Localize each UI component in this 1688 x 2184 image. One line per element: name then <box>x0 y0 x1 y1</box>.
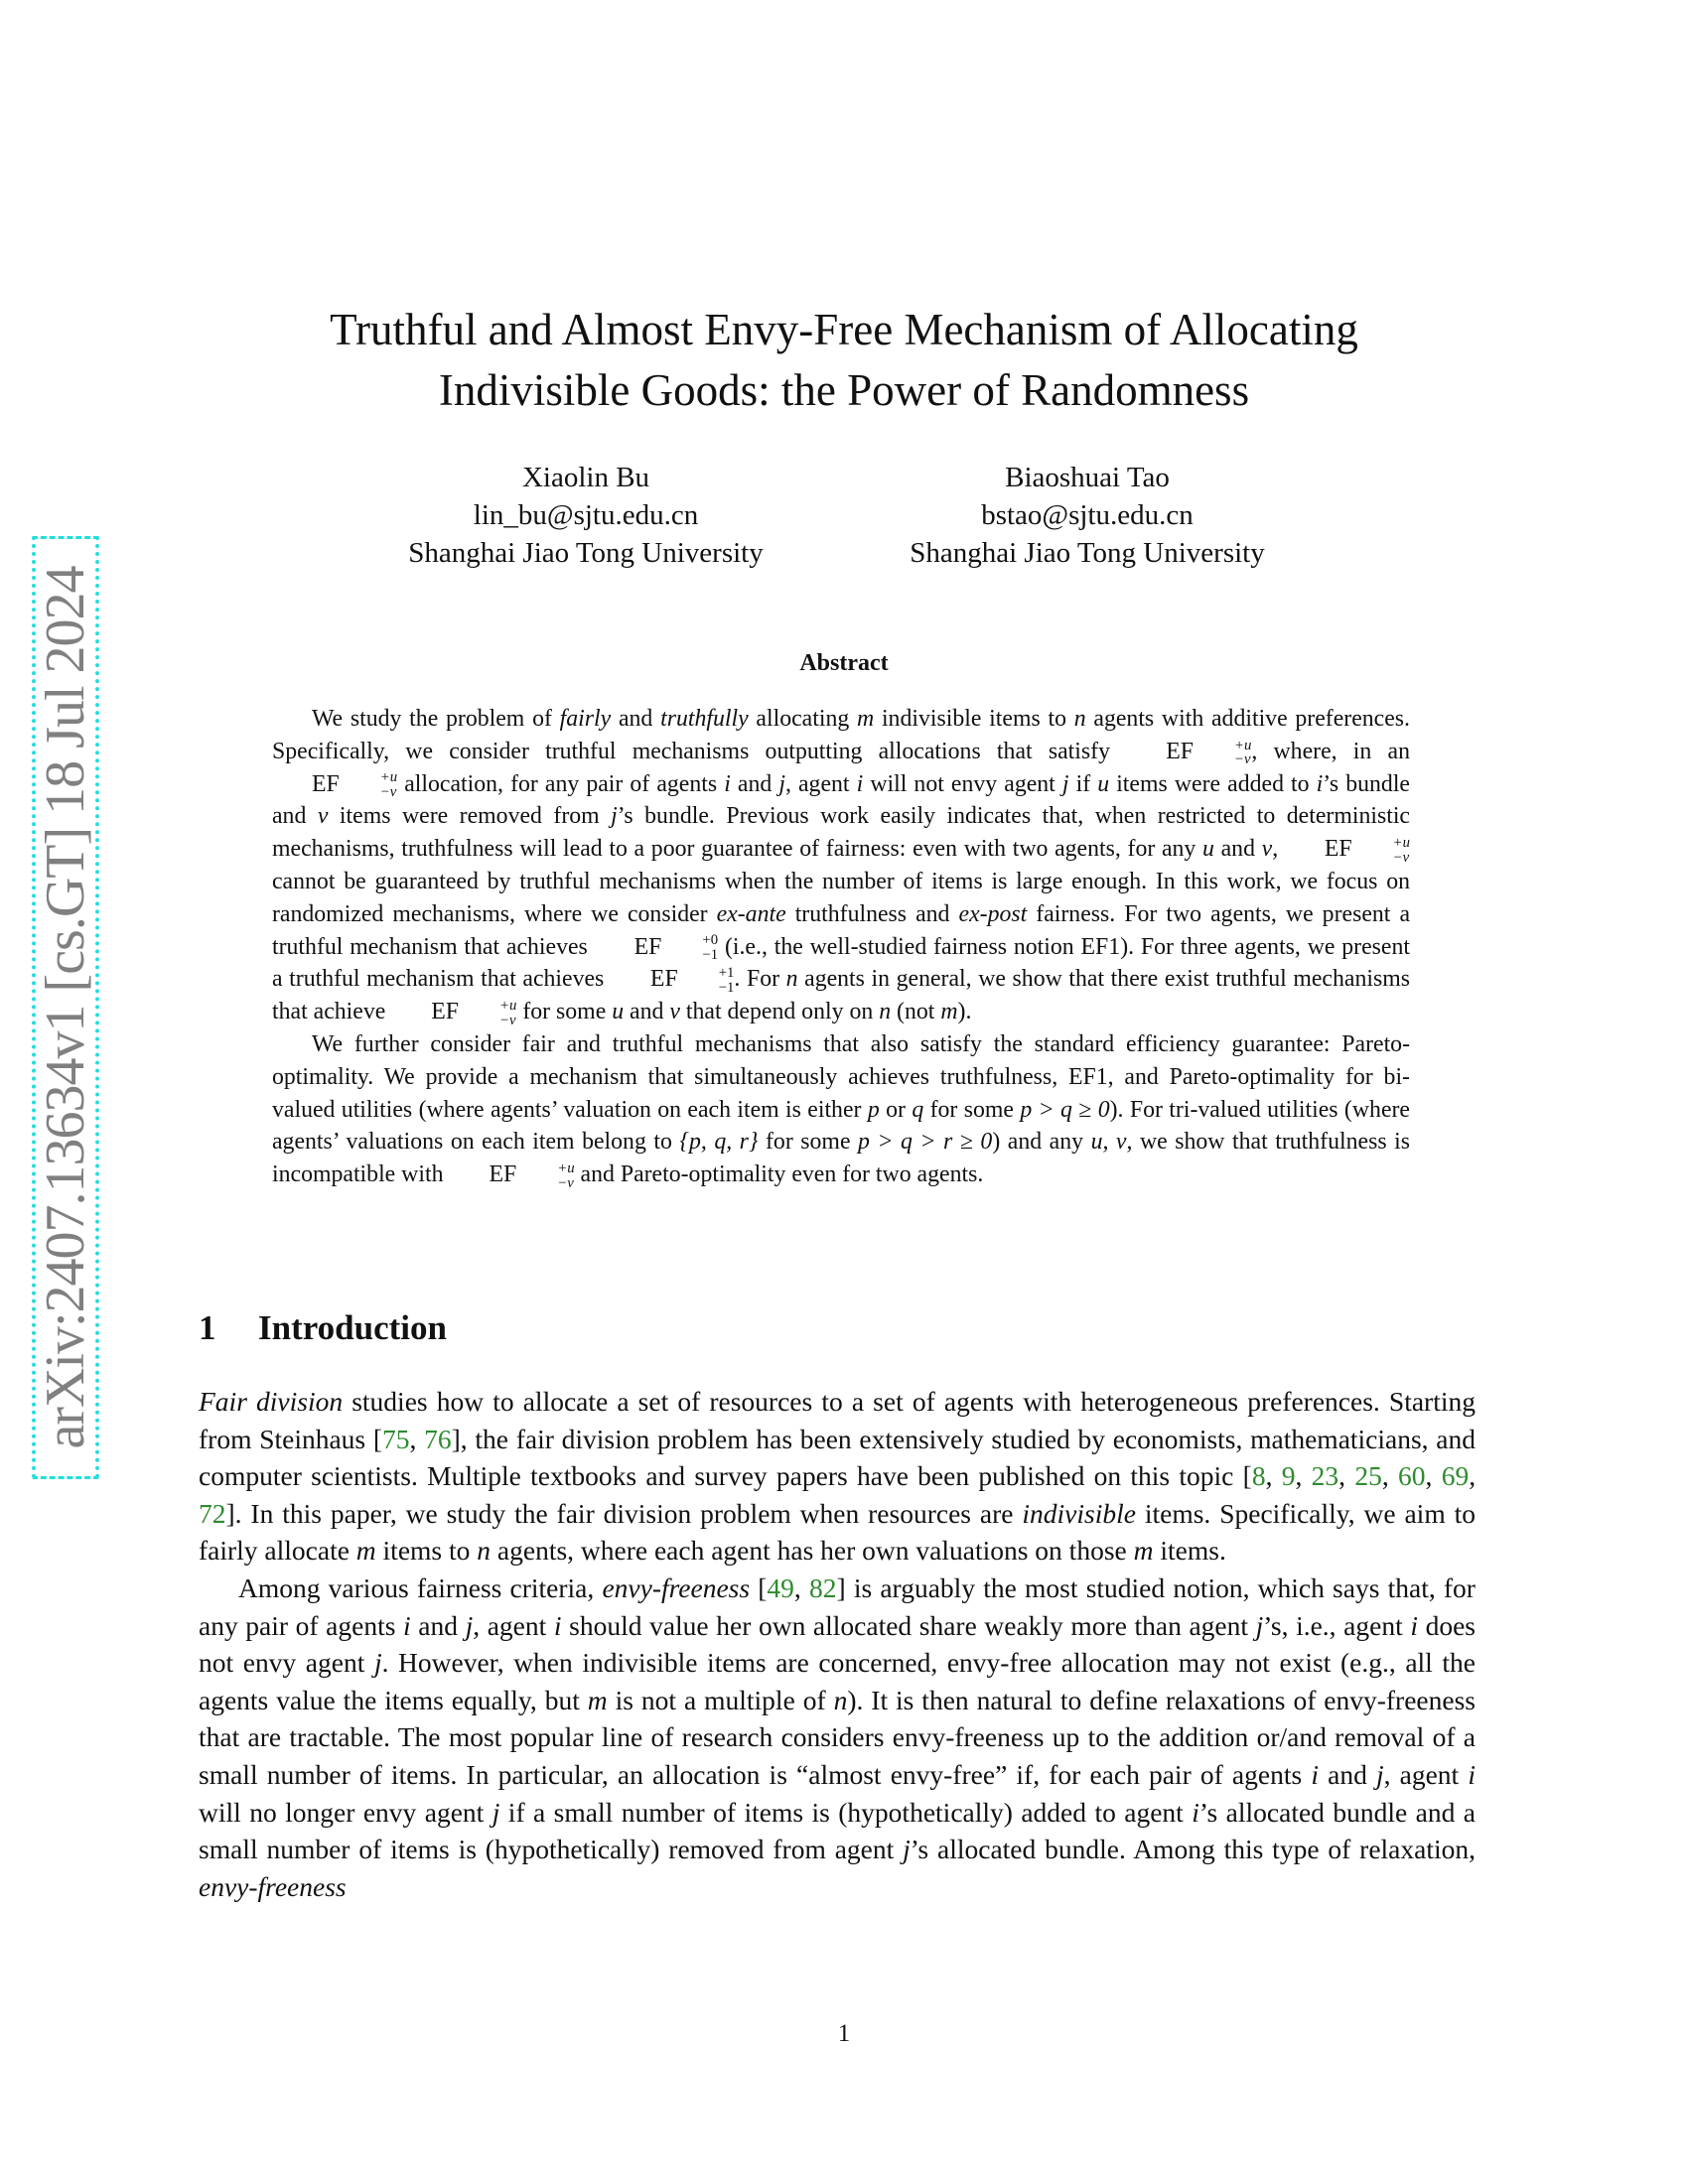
citation-link[interactable]: 9 <box>1281 1460 1296 1492</box>
arxiv-stamp[interactable] <box>32 536 99 1479</box>
abstract-paragraph-1: We study the problem of fairly and truthfully allocating m indivisible items to n agents with additive preferences. Specifically, we consider truthful mechanisms outputting allocations that satisfy EF +u −v , where, in an EF +u −v allocation, for any pair of agents i and j, agent i will not envy agent j if u items were added to i’s bundle and v items were removed from j’s bundle. Previous work easily indicates that, when restricted to deterministic mechanisms, truthfulness will lead to a poor guarantee of fairness: even with two agents, for any u and v, EF +u −v cannot be guaranteed by truthful mechanisms when the number of items is large enough. In this work, we focus on randomized mechanisms, where we consider ex-ante truthfulness and ex-post fairness. For two agents, we present a truthful mechanism that achieves EF +0 −1 (i.e., the well-studied fairness notion EF1). For three agents, we present a truthful mechanism that achieves EF +1 −1 . For n agents in general, we show that there exist truthful mechanisms that achieve EF +u −v for some u and v that depend only on n (not m). <box>272 706 1411 1028</box>
intro-paragraph-2: Among various fairness criteria, envy-freeness [49, 82] is arguably the most studied notion, which says that, for any pair of agents i and j, agent i should value her own allocated share weakly more than agent j’s, i.e., agent i does not envy agent j. However, when indivisible items are concerned, envy-free allocation may not exist (e.g., all the agents value the items equally, but m is not a multiple of n). It is then natural to define relaxations of envy-freeness that are tractable. The most popular line of research considers envy-freeness up to the addition or/and removal of a small number of items. In particular, an allocation is “almost envy-free” if, for each pair of agents i and j, agent i will no longer envy agent j if a small number of items is (hypothetically) added to agent i’s allocated bundle and a small number of items is (hypothetically) removed from agent j’s allocated bundle. Among this type of relaxation, envy-freeness <box>199 1571 1476 1902</box>
title-line-2: Indivisible Goods: the Power of Randomness <box>438 365 1250 415</box>
paper-title <box>0 300 1688 421</box>
citation-link[interactable]: 60 <box>1398 1460 1426 1492</box>
citation-link[interactable]: 82 <box>808 1571 837 1603</box>
citation-link[interactable]: 75 <box>382 1423 410 1454</box>
author-affiliation: Shanghai Jiao Tong University <box>408 537 764 569</box>
ef-notation: EF +u −v <box>1324 834 1410 866</box>
intro-paragraph-1: Fair division studies how to allocate a set of resources to a set of agents with heterogeneous preferences. Starting from Steinhaus [75, 76], the fair division problem has been extensively studied by economists, mathematicians, and computer scientists. Multiple textbooks and survey papers have been published on this topic [8, 9, 23, 25, 60, 69, 72]. In this paper, we study the fair division problem when resources are indivisible items. Specifically, we aim to fairly allocate m items to n agents, where each agent has her own valuations on those m items. <box>199 1386 1477 1567</box>
section-body <box>199 1383 1476 1905</box>
section-number: 1 <box>199 1308 216 1347</box>
author-name: Biaoshuai Tao <box>1005 462 1170 493</box>
citation-link[interactable]: 8 <box>1251 1460 1266 1492</box>
title-line-1: Truthful and Almost Envy-Free Mechanism of Allocating <box>330 305 1358 354</box>
citation-link[interactable]: 72 <box>199 1497 226 1529</box>
citation-link[interactable]: 23 <box>1311 1460 1339 1492</box>
author-affiliation: Shanghai Jiao Tong University <box>910 537 1265 569</box>
section-heading <box>199 1308 447 1348</box>
citation-link[interactable]: 25 <box>1354 1460 1382 1492</box>
author-name: Xiaolin Bu <box>521 462 650 493</box>
arxiv-id[interactable]: arXiv:2407.13634v1 [cs.GT] 18 Jul 2024 <box>35 566 96 1449</box>
abstract-paragraph-2: We further consider fair and truthful mechanisms that also satisfy the standard efficiency guarantee: Pareto-optimality. We provide a mechanism that simultaneously achieves truthfulness, EF1, and Pareto-optimality for bi-valued utilities (where agents’ valuation on each item is either p or q for some p > q ≥ 0). For tri-valued utilities (where agents’ valuations on each item belong to {p, q, r} for some p > q > r ≥ 0) and any u, v, we show that truthfulness is incompatible with EF +u −v and Pareto-optimality even for two agents. <box>272 1030 1410 1191</box>
ef-notation: EF +u −v <box>312 769 398 801</box>
author-email[interactable]: lin_bu@sjtu.edu.cn <box>473 499 699 531</box>
abstract-heading: Abstract <box>799 650 889 676</box>
ef-notation: EF +u −v <box>431 997 517 1028</box>
ef-notation: EF +u −v <box>1166 737 1252 768</box>
page-number: 1 <box>837 2020 851 2047</box>
ef-notation: EF +0 −1 <box>633 932 719 964</box>
author-email[interactable]: bstao@sjtu.edu.cn <box>981 499 1194 531</box>
citation-link[interactable]: 69 <box>1441 1460 1470 1492</box>
citation-link[interactable]: 76 <box>424 1423 452 1454</box>
section-title: Introduction <box>258 1308 447 1347</box>
author-block <box>328 459 844 572</box>
author-block <box>829 459 1345 572</box>
citation-link[interactable]: 49 <box>767 1571 794 1603</box>
ef-notation: EF +1 −1 <box>649 965 735 996</box>
ef-notation: EF +u −v <box>489 1160 575 1191</box>
abstract-body <box>272 703 1410 1191</box>
